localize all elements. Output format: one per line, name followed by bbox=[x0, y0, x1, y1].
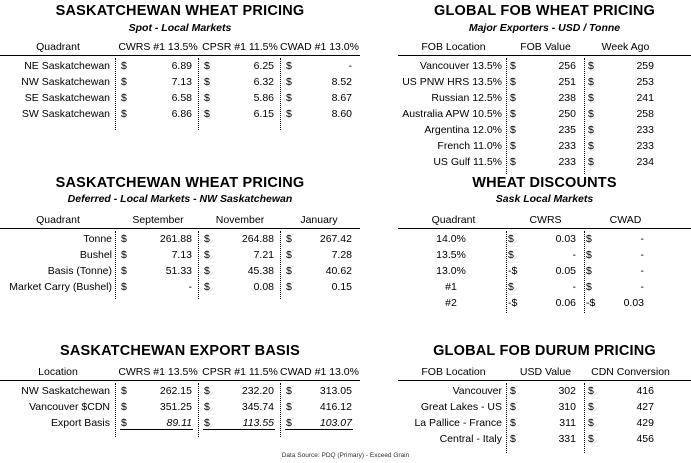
dollar-sign: $ bbox=[121, 108, 127, 120]
dollar-sign: $ bbox=[121, 76, 127, 88]
dollar-sign: $ bbox=[508, 249, 514, 261]
discounts-value: 0.06 bbox=[555, 297, 576, 309]
dollar-sign: $ bbox=[586, 281, 592, 293]
spot-title: SASKATCHEWAN WHEAT PRICING bbox=[55, 3, 305, 19]
durum-value: 302 bbox=[558, 385, 576, 397]
fob-value: 253 bbox=[636, 76, 654, 88]
total-underline bbox=[285, 429, 353, 430]
spot-header-quadrant: Quadrant bbox=[36, 41, 80, 53]
fob-value: 238 bbox=[558, 92, 576, 104]
dollar-sign: $ bbox=[286, 233, 292, 245]
dollar-sign: $ bbox=[510, 60, 516, 72]
spot-row bbox=[0, 90, 360, 106]
discounts-row-label: #2 bbox=[445, 297, 457, 309]
discounts-row-label: #1 bbox=[445, 281, 457, 293]
discounts-row bbox=[398, 247, 691, 263]
deferred-row-label: Market Carry (Bushel) bbox=[9, 281, 112, 293]
fob-header-value: FOB Value bbox=[520, 41, 571, 53]
deferred-row bbox=[0, 231, 360, 247]
discounts-value: - bbox=[640, 249, 644, 261]
spot-value: 6.89 bbox=[171, 60, 192, 72]
fob-value: 241 bbox=[636, 92, 654, 104]
spot-value: 5.86 bbox=[253, 92, 274, 104]
deferred-row-label: Tonne bbox=[83, 233, 112, 245]
durum-header-cdn: CDN Conversion bbox=[591, 366, 670, 378]
dollar-sign: $ bbox=[286, 249, 292, 261]
export-header-cwad: CWAD #1 13.0% bbox=[280, 366, 359, 378]
spot-row bbox=[0, 74, 360, 90]
dollar-sign: -$ bbox=[586, 297, 596, 309]
dollar-sign: $ bbox=[586, 249, 592, 261]
dollar-sign: $ bbox=[588, 108, 594, 120]
dollar-sign: $ bbox=[510, 124, 516, 136]
durum-value: 456 bbox=[636, 433, 654, 445]
dollar-sign: $ bbox=[121, 265, 127, 277]
spot-value: 8.60 bbox=[331, 108, 352, 120]
dollar-sign: $ bbox=[286, 76, 292, 88]
dollar-sign: $ bbox=[204, 265, 210, 277]
fob-row bbox=[398, 154, 691, 170]
deferred-row-label: Bushel bbox=[79, 249, 112, 261]
deferred-title: SASKATCHEWAN WHEAT PRICING bbox=[55, 175, 305, 191]
spot-row-label: NW Saskatchewan bbox=[21, 76, 110, 88]
export-value: 345.74 bbox=[241, 401, 274, 413]
export-row-label: NW Saskatchewan bbox=[21, 385, 110, 397]
export-value: 89.11 bbox=[166, 417, 192, 429]
export-row-label: Vancouver $CDN bbox=[29, 401, 110, 413]
discounts-header-cwad: CWAD bbox=[609, 214, 642, 226]
fob-row-label: Russian 12.5% bbox=[431, 92, 502, 104]
spot-value: 6.15 bbox=[253, 108, 274, 120]
discounts-header-quadrant: Quadrant bbox=[431, 214, 476, 226]
fob-body bbox=[398, 56, 691, 174]
deferred-row bbox=[0, 263, 360, 279]
export-table bbox=[0, 364, 360, 437]
durum-value: 311 bbox=[559, 417, 576, 429]
dollar-sign: $ bbox=[204, 92, 210, 104]
deferred-header-row bbox=[0, 212, 360, 229]
deferred-header-november: November bbox=[215, 214, 265, 226]
export-row-label: Export Basis bbox=[51, 417, 110, 429]
fob-row-label: US Gulf 11.5% bbox=[433, 156, 502, 168]
fob-header-location: FOB Location bbox=[421, 41, 486, 53]
dollar-sign: $ bbox=[121, 233, 127, 245]
discounts-header-row bbox=[398, 212, 691, 229]
fob-row bbox=[398, 122, 691, 138]
dollar-sign: $ bbox=[204, 417, 210, 429]
fob-row bbox=[398, 106, 691, 122]
deferred-row bbox=[0, 279, 360, 295]
fob-value: 251 bbox=[558, 76, 576, 88]
export-title: SASKATCHEWAN EXPORT BASIS bbox=[60, 343, 300, 359]
durum-value: 416 bbox=[636, 385, 654, 397]
dollar-sign: $ bbox=[510, 76, 516, 88]
discounts-row-label: 13.0% bbox=[436, 265, 466, 277]
discounts-value: - bbox=[572, 281, 576, 293]
spot-header-row bbox=[0, 39, 360, 56]
spot-header-cpsr: CPSR #1 11.5% bbox=[202, 41, 278, 53]
total-underline bbox=[120, 429, 193, 430]
discounts-value: 0.05 bbox=[555, 265, 576, 277]
dollar-sign: $ bbox=[588, 401, 594, 413]
spot-value: 6.86 bbox=[171, 108, 192, 120]
spot-value: - bbox=[348, 60, 352, 72]
discounts-value: - bbox=[640, 233, 644, 245]
durum-row bbox=[398, 399, 691, 415]
export-row bbox=[0, 383, 360, 399]
discounts-row-label: 13.5% bbox=[436, 249, 466, 261]
deferred-value: 264.88 bbox=[241, 233, 274, 245]
dollar-sign: $ bbox=[121, 385, 127, 397]
spot-row bbox=[0, 58, 360, 74]
dollar-sign: $ bbox=[588, 433, 594, 445]
spot-value: 6.25 bbox=[253, 60, 274, 72]
dollar-sign: $ bbox=[586, 265, 592, 277]
fob-pricing-panel bbox=[398, 0, 691, 170]
deferred-table bbox=[0, 212, 360, 299]
dollar-sign: $ bbox=[588, 156, 594, 168]
fob-value: 250 bbox=[558, 108, 576, 120]
dollar-sign: $ bbox=[286, 265, 292, 277]
spot-header-cwad: CWAD #1 13.0% bbox=[280, 41, 359, 53]
dollar-sign: $ bbox=[510, 156, 516, 168]
durum-row-label: Great Lakes - US bbox=[420, 401, 502, 413]
dollar-sign: $ bbox=[121, 249, 127, 261]
dollar-sign: $ bbox=[121, 92, 127, 104]
spot-value: 8.52 bbox=[331, 76, 352, 88]
deferred-header-january: January bbox=[300, 214, 338, 226]
spot-subtitle: Spot - Local Markets bbox=[128, 22, 232, 34]
dollar-sign: $ bbox=[588, 76, 594, 88]
dollar-sign: $ bbox=[588, 385, 594, 397]
dollar-sign: $ bbox=[121, 281, 127, 293]
export-header-cpsr: CPSR #1 11.5% bbox=[202, 366, 278, 378]
export-basis-panel bbox=[0, 340, 360, 440]
spot-row-label: NE Saskatchewan bbox=[24, 60, 110, 72]
export-value: 232.20 bbox=[241, 385, 274, 397]
fob-value: 234 bbox=[636, 156, 654, 168]
total-underline bbox=[203, 429, 275, 430]
spot-value: 6.32 bbox=[253, 76, 274, 88]
dollar-sign: $ bbox=[286, 108, 292, 120]
durum-value: 427 bbox=[636, 401, 654, 413]
dollar-sign: $ bbox=[286, 401, 292, 413]
export-value: 351.25 bbox=[159, 401, 192, 413]
durum-row bbox=[398, 415, 691, 431]
dollar-sign: $ bbox=[588, 417, 594, 429]
deferred-header-september: September bbox=[132, 214, 184, 226]
dollar-sign: $ bbox=[508, 281, 514, 293]
deferred-value: - bbox=[188, 281, 192, 293]
export-value: 262.15 bbox=[159, 385, 192, 397]
discounts-row bbox=[398, 295, 691, 311]
dollar-sign: $ bbox=[286, 60, 292, 72]
discounts-value: - bbox=[572, 249, 576, 261]
dollar-sign: $ bbox=[204, 401, 210, 413]
deferred-header-quadrant: Quadrant bbox=[36, 214, 80, 226]
spot-row bbox=[0, 106, 360, 122]
export-value: 103.07 bbox=[319, 417, 352, 429]
durum-value: 310 bbox=[558, 401, 576, 413]
deferred-pricing-panel bbox=[0, 172, 360, 297]
durum-row bbox=[398, 431, 691, 447]
durum-row-label: Vancouver bbox=[452, 385, 502, 397]
discounts-row-label: 14.0% bbox=[436, 233, 466, 245]
fob-value: 233 bbox=[636, 124, 654, 136]
dollar-sign: $ bbox=[204, 60, 210, 72]
dollar-sign: $ bbox=[510, 401, 516, 413]
dollar-sign: $ bbox=[510, 92, 516, 104]
durum-body bbox=[398, 381, 691, 453]
fob-row-label: French 11.0% bbox=[437, 140, 502, 152]
deferred-value: 40.62 bbox=[325, 265, 352, 277]
spot-header-cwrs: CWRS #1 13.5% bbox=[118, 41, 198, 53]
spot-body bbox=[0, 56, 360, 130]
dollar-sign: $ bbox=[510, 108, 516, 120]
discounts-row bbox=[398, 231, 691, 247]
discounts-panel bbox=[398, 172, 691, 312]
durum-panel bbox=[398, 340, 691, 450]
fob-header-row bbox=[398, 39, 691, 56]
durum-value: 331 bbox=[558, 433, 576, 445]
fob-value: 259 bbox=[636, 60, 654, 72]
fob-subtitle: Major Exporters - USD / Tonne bbox=[468, 22, 621, 34]
discounts-value: 0.03 bbox=[623, 297, 644, 309]
discounts-body bbox=[398, 229, 691, 313]
discounts-subtitle: Sask Local Markets bbox=[495, 193, 594, 205]
dollar-sign: $ bbox=[588, 60, 594, 72]
deferred-value: 7.28 bbox=[331, 249, 352, 261]
spot-row-label: SE Saskatchewan bbox=[24, 92, 110, 104]
durum-row-label: La Pallice - France bbox=[414, 417, 502, 429]
discounts-table bbox=[398, 212, 691, 313]
spot-value: 7.13 bbox=[171, 76, 192, 88]
dollar-sign: $ bbox=[204, 233, 210, 245]
dollar-sign: $ bbox=[286, 417, 292, 429]
fob-row bbox=[398, 74, 691, 90]
discounts-value: - bbox=[640, 281, 644, 293]
deferred-value: 0.15 bbox=[331, 281, 352, 293]
export-header-cwrs: CWRS #1 13.5% bbox=[118, 366, 198, 378]
deferred-value: 267.42 bbox=[319, 233, 352, 245]
dollar-sign: $ bbox=[121, 417, 127, 429]
export-value: 113.55 bbox=[242, 417, 274, 429]
deferred-value: 51.33 bbox=[165, 265, 192, 277]
export-header-location: Location bbox=[38, 366, 78, 378]
discounts-value: - bbox=[640, 265, 644, 277]
fob-table bbox=[398, 39, 691, 174]
dollar-sign: $ bbox=[121, 401, 127, 413]
deferred-subtitle: Deferred - Local Markets - NW Saskatchewan bbox=[67, 193, 293, 205]
deferred-value: 261.88 bbox=[159, 233, 192, 245]
durum-value: 429 bbox=[636, 417, 654, 429]
fob-row-label: US PNW HRS 13.5% bbox=[402, 76, 502, 88]
spot-row-label: SW Saskatchewan bbox=[21, 108, 110, 120]
durum-row-label: Central - Italy bbox=[439, 433, 502, 445]
deferred-value: 7.13 bbox=[171, 249, 192, 261]
fob-row bbox=[398, 90, 691, 106]
dollar-sign: $ bbox=[510, 140, 516, 152]
discounts-row bbox=[398, 263, 691, 279]
deferred-value: 7.21 bbox=[253, 249, 274, 261]
export-value: 416.12 bbox=[319, 401, 352, 413]
dollar-sign: $ bbox=[121, 60, 127, 72]
dollar-sign: $ bbox=[510, 417, 516, 429]
deferred-value: 0.08 bbox=[253, 281, 274, 293]
dollar-sign: $ bbox=[508, 233, 514, 245]
spot-value: 8.67 bbox=[331, 92, 352, 104]
dollar-sign: $ bbox=[510, 385, 516, 397]
fob-row-label: Vancouver 13.5% bbox=[419, 60, 502, 72]
dollar-sign: $ bbox=[204, 385, 210, 397]
dollar-sign: $ bbox=[588, 140, 594, 152]
fob-title: GLOBAL FOB WHEAT PRICING bbox=[434, 3, 655, 19]
dollar-sign: $ bbox=[286, 92, 292, 104]
deferred-row-label: Basis (Tonne) bbox=[47, 265, 112, 277]
dollar-sign: $ bbox=[204, 281, 210, 293]
durum-title: GLOBAL FOB DURUM PRICING bbox=[433, 343, 656, 359]
dollar-sign: $ bbox=[588, 92, 594, 104]
dollar-sign: $ bbox=[586, 233, 592, 245]
deferred-body bbox=[0, 229, 360, 299]
deferred-value: 45.38 bbox=[247, 265, 274, 277]
dollar-sign: $ bbox=[510, 433, 516, 445]
export-row bbox=[0, 415, 360, 431]
export-row bbox=[0, 399, 360, 415]
deferred-row bbox=[0, 247, 360, 263]
spot-pricing-panel bbox=[0, 0, 360, 125]
durum-header-row bbox=[398, 364, 691, 381]
data-source-note: Data Source: PDQ (Primary) - Exceed Grain bbox=[281, 452, 410, 459]
dollar-sign: $ bbox=[588, 124, 594, 136]
fob-row bbox=[398, 138, 691, 154]
dollar-sign: $ bbox=[204, 249, 210, 261]
discounts-row bbox=[398, 279, 691, 295]
durum-table bbox=[398, 364, 691, 453]
export-value: 313.05 bbox=[319, 385, 352, 397]
durum-row bbox=[398, 383, 691, 399]
dollar-sign: $ bbox=[204, 76, 210, 88]
export-body bbox=[0, 381, 360, 437]
fob-row-label: Australia APW 10.5% bbox=[402, 108, 502, 120]
fob-header-weekago: Week Ago bbox=[601, 41, 650, 53]
fob-value: 256 bbox=[558, 60, 576, 72]
discounts-header-cwrs: CWRS bbox=[529, 214, 562, 226]
fob-value: 233 bbox=[558, 156, 576, 168]
fob-value: 233 bbox=[558, 140, 576, 152]
dollar-sign: $ bbox=[286, 281, 292, 293]
fob-value: 258 bbox=[636, 108, 654, 120]
fob-value: 235 bbox=[558, 124, 576, 136]
spot-value: 6.58 bbox=[171, 92, 192, 104]
fob-value: 233 bbox=[636, 140, 654, 152]
discounts-title: WHEAT DISCOUNTS bbox=[472, 175, 617, 191]
durum-header-usd: USD Value bbox=[519, 366, 572, 378]
spot-table bbox=[0, 39, 360, 130]
dollar-sign: $ bbox=[286, 385, 292, 397]
fob-row-label: Argentina 12.0% bbox=[424, 124, 502, 136]
fob-row bbox=[398, 58, 691, 74]
discounts-value: 0.03 bbox=[555, 233, 576, 245]
dollar-sign: $ bbox=[204, 108, 210, 120]
dollar-sign: -$ bbox=[508, 265, 518, 277]
dollar-sign: -$ bbox=[508, 297, 518, 309]
durum-header-location: FOB Location bbox=[421, 366, 486, 378]
export-header-row bbox=[0, 364, 360, 381]
